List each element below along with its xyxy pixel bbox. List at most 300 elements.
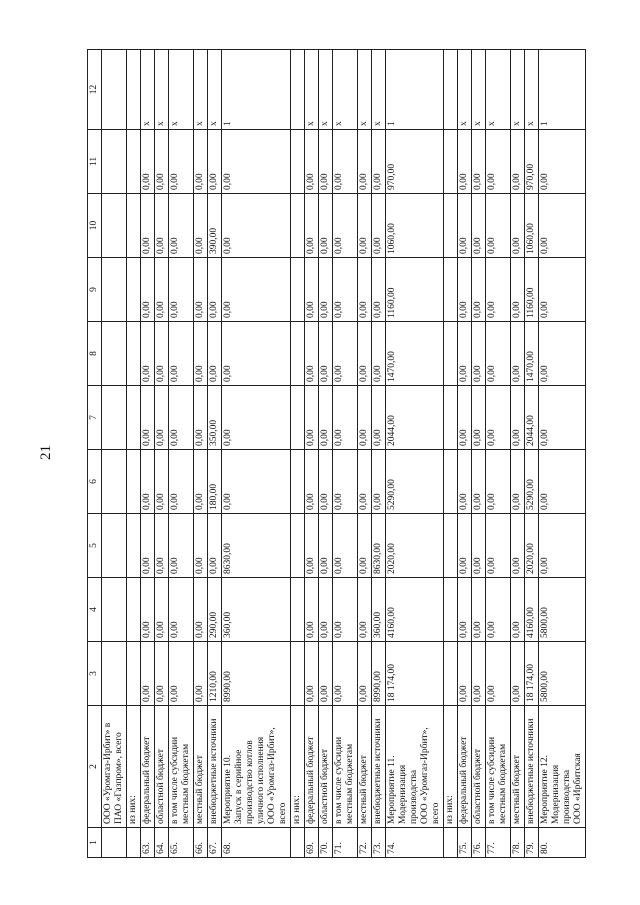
value-cell: 0,00 (371, 322, 385, 386)
value-cell: 0,00 (510, 450, 524, 514)
value-cell: 0,00 (304, 322, 318, 386)
value-cell: 0,00 (193, 258, 207, 322)
value-cell (290, 258, 304, 322)
item-name-cell: из них: (126, 706, 140, 828)
value-cell: 2044,00 (385, 386, 443, 450)
value-cell: 0,00 (332, 322, 357, 386)
value-cell: 0,00 (485, 642, 510, 706)
value-cell: 0,00 (485, 386, 510, 450)
value-cell: 0,00 (538, 130, 585, 194)
value-cell: 0,00 (457, 386, 471, 450)
value-cell: 0,00 (457, 130, 471, 194)
value-cell (126, 578, 140, 642)
table-row (154, 50, 168, 858)
value-cell: 0,00 (357, 130, 371, 194)
column-number-cell: 7 (87, 386, 101, 450)
indicator-cell: х (168, 50, 193, 130)
value-cell: 0,00 (332, 130, 357, 194)
table-row (332, 50, 357, 858)
value-cell: 0,00 (457, 642, 471, 706)
value-cell: 0,00 (140, 578, 154, 642)
value-cell (290, 322, 304, 386)
value-cell: 0,00 (471, 130, 485, 194)
indicator-cell: х (318, 50, 332, 130)
value-cell: 0,00 (357, 514, 371, 578)
indicator-cell (443, 50, 457, 130)
value-cell: 0,00 (371, 130, 385, 194)
value-cell: 0,00 (140, 130, 154, 194)
row-number-cell: 65. (168, 828, 193, 858)
row-number-cell: 70. (318, 828, 332, 858)
value-cell: 0,00 (457, 322, 471, 386)
value-cell (126, 514, 140, 578)
value-cell (443, 130, 457, 194)
value-cell: 0,00 (357, 194, 371, 258)
value-cell (290, 194, 304, 258)
value-cell (126, 194, 140, 258)
value-cell (126, 130, 140, 194)
value-cell: 0,00 (332, 386, 357, 450)
table-row (318, 50, 332, 858)
value-cell: 0,00 (538, 386, 585, 450)
value-cell: 0,00 (538, 322, 585, 386)
event-name-line: ООО «Уромгаз-Ирбит», (266, 727, 277, 824)
value-cell: 5290,00 (524, 450, 538, 514)
value-cell: 1160,00 (385, 258, 443, 322)
indicator-cell: х (304, 50, 318, 130)
value-cell: 180,00 (207, 450, 221, 514)
value-cell: 0,00 (510, 642, 524, 706)
indicator-cell: 1 (385, 50, 443, 130)
row-number-cell (290, 828, 304, 858)
value-cell: 0,00 (457, 514, 471, 578)
value-cell: 0,00 (193, 386, 207, 450)
value-cell: 0,00 (485, 514, 510, 578)
value-cell: 290,00 (207, 578, 221, 642)
value-cell: 0,00 (318, 194, 332, 258)
value-cell: 0,00 (304, 386, 318, 450)
table-row (510, 50, 524, 858)
value-cell: 0,00 (168, 130, 193, 194)
value-cell: 0,00 (357, 642, 371, 706)
table-row (371, 50, 385, 858)
value-cell: 0,00 (357, 386, 371, 450)
value-cell: 0,00 (221, 386, 290, 450)
value-cell (443, 386, 457, 450)
value-cell: 0,00 (357, 450, 371, 514)
budget-table (87, 49, 586, 858)
value-cell (443, 450, 457, 514)
value-cell: 0,00 (193, 130, 207, 194)
column-number-cell: 1 (87, 828, 101, 858)
value-cell (443, 578, 457, 642)
value-cell (443, 322, 457, 386)
value-cell: 0,00 (140, 258, 154, 322)
event-name-line: производства (561, 769, 572, 824)
value-cell: 360,00 (371, 578, 385, 642)
row-number-cell: 74. (385, 828, 443, 858)
row-number-cell: 77. (485, 828, 510, 858)
item-name-cell: в том числе субсидии местным бюджетам (332, 706, 357, 828)
value-cell: 0,00 (318, 642, 332, 706)
value-cell: 0,00 (193, 322, 207, 386)
value-cell: 0,00 (304, 514, 318, 578)
value-cell: 0,00 (318, 450, 332, 514)
value-cell: 1470,00 (385, 322, 443, 386)
value-cell (126, 258, 140, 322)
value-cell (290, 386, 304, 450)
value-cell: 0,00 (207, 514, 221, 578)
table-row (126, 50, 140, 858)
value-cell: 0,00 (140, 386, 154, 450)
value-cell (101, 514, 126, 578)
event-name-line: производства (408, 769, 419, 824)
value-cell: 0,00 (485, 322, 510, 386)
item-name-cell: областной бюджет (471, 706, 485, 828)
event-name-line: уличного исполнения (255, 736, 266, 824)
row-number-cell: 78. (510, 828, 524, 858)
value-cell: 0,00 (357, 258, 371, 322)
row-number-cell: 73. (371, 828, 385, 858)
item-name-cell: из них: (290, 706, 304, 828)
indicator-cell: х (193, 50, 207, 130)
item-name-cell: областной бюджет (154, 706, 168, 828)
value-cell: 0,00 (154, 514, 168, 578)
value-cell: 0,00 (221, 130, 290, 194)
event-name-line: Мероприятие 10. (222, 754, 233, 824)
value-cell: 0,00 (221, 322, 290, 386)
value-cell: 360,00 (221, 578, 290, 642)
column-number-cell: 3 (87, 642, 101, 706)
event-name-line: всего (277, 802, 288, 824)
row-number-cell: 68. (221, 828, 290, 858)
value-cell: 0,00 (318, 386, 332, 450)
value-cell: 0,00 (304, 130, 318, 194)
item-name-cell: местный бюджет (193, 706, 207, 828)
value-cell: 0,00 (207, 258, 221, 322)
indicator-cell: х (471, 50, 485, 130)
indicator-cell: х (357, 50, 371, 130)
value-cell: 0,00 (471, 258, 485, 322)
table-body (87, 50, 585, 858)
value-cell: 970,00 (524, 130, 538, 194)
value-cell: 1060,00 (385, 194, 443, 258)
value-cell: 0,00 (471, 386, 485, 450)
value-cell: 0,00 (168, 514, 193, 578)
row-number-cell: 69. (304, 828, 318, 858)
value-cell: 5290,00 (385, 450, 443, 514)
item-name-cell: федеральный бюджет (140, 706, 154, 828)
row-number-cell: 72. (357, 828, 371, 858)
table-row (168, 50, 193, 858)
indicator-cell: 1 (221, 50, 290, 130)
row-number-cell: 64. (154, 828, 168, 858)
value-cell: 0,00 (485, 130, 510, 194)
item-name-cell: из них: (443, 706, 457, 828)
event-name-line: ООО «Ирбитская (572, 753, 583, 824)
table-row (304, 50, 318, 858)
item-name-cell: федеральный бюджет (457, 706, 471, 828)
value-cell: 0,00 (471, 578, 485, 642)
item-name-cell: федеральный бюджет (304, 706, 318, 828)
event-row (538, 50, 585, 858)
value-cell: 5800,00 (538, 642, 585, 706)
column-number-cell: 5 (87, 514, 101, 578)
value-cell: 4160,00 (524, 578, 538, 642)
value-cell: 0,00 (471, 322, 485, 386)
indicator-cell (101, 50, 126, 130)
row-number-cell: 80. (538, 828, 585, 858)
column-number-cell: 4 (87, 578, 101, 642)
row-number-cell: 76. (471, 828, 485, 858)
value-cell: 0,00 (304, 194, 318, 258)
value-cell: 0,00 (154, 386, 168, 450)
value-cell (290, 578, 304, 642)
event-name-cell (538, 706, 585, 828)
indicator-cell (126, 50, 140, 130)
value-cell: 0,00 (471, 194, 485, 258)
value-cell (101, 130, 126, 194)
value-cell: 0,00 (538, 450, 585, 514)
column-number-cell: 9 (87, 258, 101, 322)
value-cell: 0,00 (193, 578, 207, 642)
value-cell: 0,00 (193, 514, 207, 578)
item-name-cell: местный бюджет (510, 706, 524, 828)
event-name-cell (385, 706, 443, 828)
value-cell: 0,00 (332, 258, 357, 322)
value-cell: 0,00 (221, 194, 290, 258)
value-cell: 0,00 (471, 450, 485, 514)
value-cell (101, 386, 126, 450)
value-cell: 0,00 (471, 642, 485, 706)
value-cell: 8630,00 (221, 514, 290, 578)
value-cell: 0,00 (304, 258, 318, 322)
value-cell (443, 514, 457, 578)
value-cell: 0,00 (510, 194, 524, 258)
value-cell: 2044,00 (524, 386, 538, 450)
value-cell (101, 450, 126, 514)
event-name-line: Запуск в серийное (233, 749, 244, 824)
value-cell: 0,00 (485, 258, 510, 322)
value-cell (290, 514, 304, 578)
value-cell: 0,00 (485, 450, 510, 514)
value-cell: 0,00 (140, 450, 154, 514)
row-number-cell: 71. (332, 828, 357, 858)
value-cell (126, 642, 140, 706)
item-name-cell: ООО «Уромгаз-Ирбит» в ПАО «Газпром», всего (101, 706, 126, 828)
value-cell: 4160,00 (385, 578, 443, 642)
table-row (485, 50, 510, 858)
event-name-cell (221, 706, 290, 828)
event-name-line: всего (430, 802, 441, 824)
value-cell: 0,00 (168, 322, 193, 386)
value-cell: 0,00 (140, 642, 154, 706)
column-number-cell: 12 (87, 50, 101, 130)
value-cell: 0,00 (318, 322, 332, 386)
value-cell: 0,00 (154, 130, 168, 194)
value-cell: 0,00 (332, 514, 357, 578)
value-cell: 0,00 (304, 642, 318, 706)
event-name-line: Мероприятие 11. (386, 755, 397, 824)
value-cell: 0,00 (457, 450, 471, 514)
table-row (471, 50, 485, 858)
item-name-cell: в том числе субсидии местным бюджетам (485, 706, 510, 828)
table-row (357, 50, 371, 858)
value-cell: 0,00 (510, 258, 524, 322)
value-cell (101, 578, 126, 642)
column-number-cell: 2 (87, 706, 101, 828)
value-cell (443, 194, 457, 258)
value-cell: 1210,00 (207, 642, 221, 706)
value-cell: 0,00 (371, 194, 385, 258)
row-number-cell: 79. (524, 828, 538, 858)
value-cell: 0,00 (154, 642, 168, 706)
item-name-cell: областной бюджет (318, 706, 332, 828)
value-cell (101, 194, 126, 258)
value-cell (126, 322, 140, 386)
value-cell: 350,00 (207, 386, 221, 450)
table-row (457, 50, 471, 858)
value-cell: 0,00 (140, 322, 154, 386)
value-cell: 0,00 (168, 258, 193, 322)
row-number-cell: 75. (457, 828, 471, 858)
indicator-cell: х (524, 50, 538, 130)
value-cell: 0,00 (457, 194, 471, 258)
value-cell: 0,00 (485, 578, 510, 642)
item-name-cell: внебюджетные источники (524, 706, 538, 828)
indicator-cell: 1 (538, 50, 585, 130)
value-cell: 2020,00 (524, 514, 538, 578)
item-name-cell: в том числе субсидии местным бюджетам (168, 706, 193, 828)
indicator-cell (290, 50, 304, 130)
value-cell: 0,00 (221, 258, 290, 322)
value-cell: 0,00 (538, 258, 585, 322)
value-cell: 18 174,00 (385, 642, 443, 706)
value-cell: 2020,00 (385, 514, 443, 578)
value-cell (101, 258, 126, 322)
value-cell: 5800,00 (538, 578, 585, 642)
value-cell (443, 258, 457, 322)
indicator-cell: х (332, 50, 357, 130)
value-cell: 0,00 (371, 386, 385, 450)
value-cell: 0,00 (332, 194, 357, 258)
value-cell: 0,00 (140, 194, 154, 258)
page-number: 21 (38, 445, 54, 460)
value-cell: 0,00 (371, 450, 385, 514)
indicator-cell: х (371, 50, 385, 130)
row-number-cell (443, 828, 457, 858)
table-row (207, 50, 221, 858)
value-cell: 0,00 (221, 450, 290, 514)
value-cell: 0,00 (207, 322, 221, 386)
value-cell: 0,00 (304, 578, 318, 642)
value-cell (101, 642, 126, 706)
value-cell (443, 642, 457, 706)
item-name-cell: внебюджетные источники (371, 706, 385, 828)
value-cell: 0,00 (510, 578, 524, 642)
column-number-cell: 8 (87, 322, 101, 386)
value-cell: 0,00 (318, 578, 332, 642)
row-number-cell (126, 828, 140, 858)
event-name-line: производство котлов (244, 740, 255, 824)
value-cell: 0,00 (332, 642, 357, 706)
value-cell (126, 450, 140, 514)
table-row (101, 50, 126, 858)
event-name-line: Модернизация (550, 764, 561, 824)
value-cell: 1060,00 (524, 194, 538, 258)
event-row (221, 50, 290, 858)
table-row (290, 50, 304, 858)
event-name-line: ООО «Уромгаз-Ирбит», (419, 727, 430, 824)
value-cell: 0,00 (332, 450, 357, 514)
column-number-cell: 10 (87, 194, 101, 258)
value-cell: 0,00 (510, 322, 524, 386)
event-row (385, 50, 443, 858)
column-number-cell: 6 (87, 450, 101, 514)
value-cell (290, 130, 304, 194)
value-cell: 0,00 (154, 194, 168, 258)
value-cell: 970,00 (385, 130, 443, 194)
value-cell (290, 642, 304, 706)
value-cell: 0,00 (207, 130, 221, 194)
value-cell: 0,00 (318, 130, 332, 194)
rotated-table-container (87, 50, 640, 858)
value-cell: 0,00 (168, 578, 193, 642)
value-cell: 0,00 (154, 322, 168, 386)
value-cell: 0,00 (154, 578, 168, 642)
event-name-line: Модернизация (397, 764, 408, 824)
value-cell: 0,00 (318, 514, 332, 578)
value-cell: 0,00 (357, 322, 371, 386)
value-cell: 0,00 (457, 258, 471, 322)
table-row (193, 50, 207, 858)
value-cell: 0,00 (318, 258, 332, 322)
value-cell: 0,00 (510, 130, 524, 194)
value-cell: 0,00 (193, 642, 207, 706)
value-cell: 0,00 (538, 514, 585, 578)
value-cell: 0,00 (154, 258, 168, 322)
value-cell: 0,00 (510, 514, 524, 578)
item-name-cell: внебюджетные источники (207, 706, 221, 828)
value-cell: 8990,00 (371, 642, 385, 706)
value-cell: 0,00 (154, 450, 168, 514)
column-number-cell: 11 (87, 130, 101, 194)
value-cell (101, 322, 126, 386)
value-cell (126, 386, 140, 450)
value-cell: 0,00 (371, 258, 385, 322)
value-cell: 0,00 (168, 450, 193, 514)
value-cell: 8990,00 (221, 642, 290, 706)
table-row (140, 50, 154, 858)
value-cell: 0,00 (510, 386, 524, 450)
value-cell: 0,00 (538, 194, 585, 258)
row-number-cell: 66. (193, 828, 207, 858)
indicator-cell: х (154, 50, 168, 130)
value-cell (290, 450, 304, 514)
value-cell: 1470,00 (524, 322, 538, 386)
column-number-row (87, 50, 101, 858)
value-cell: 390,00 (207, 194, 221, 258)
value-cell: 0,00 (332, 578, 357, 642)
indicator-cell: х (457, 50, 471, 130)
item-name-cell: местный бюджет (357, 706, 371, 828)
value-cell: 0,00 (304, 450, 318, 514)
row-number-cell: 63. (140, 828, 154, 858)
value-cell: 18 174,00 (524, 642, 538, 706)
indicator-cell: х (485, 50, 510, 130)
table-row (443, 50, 457, 858)
value-cell: 0,00 (485, 194, 510, 258)
